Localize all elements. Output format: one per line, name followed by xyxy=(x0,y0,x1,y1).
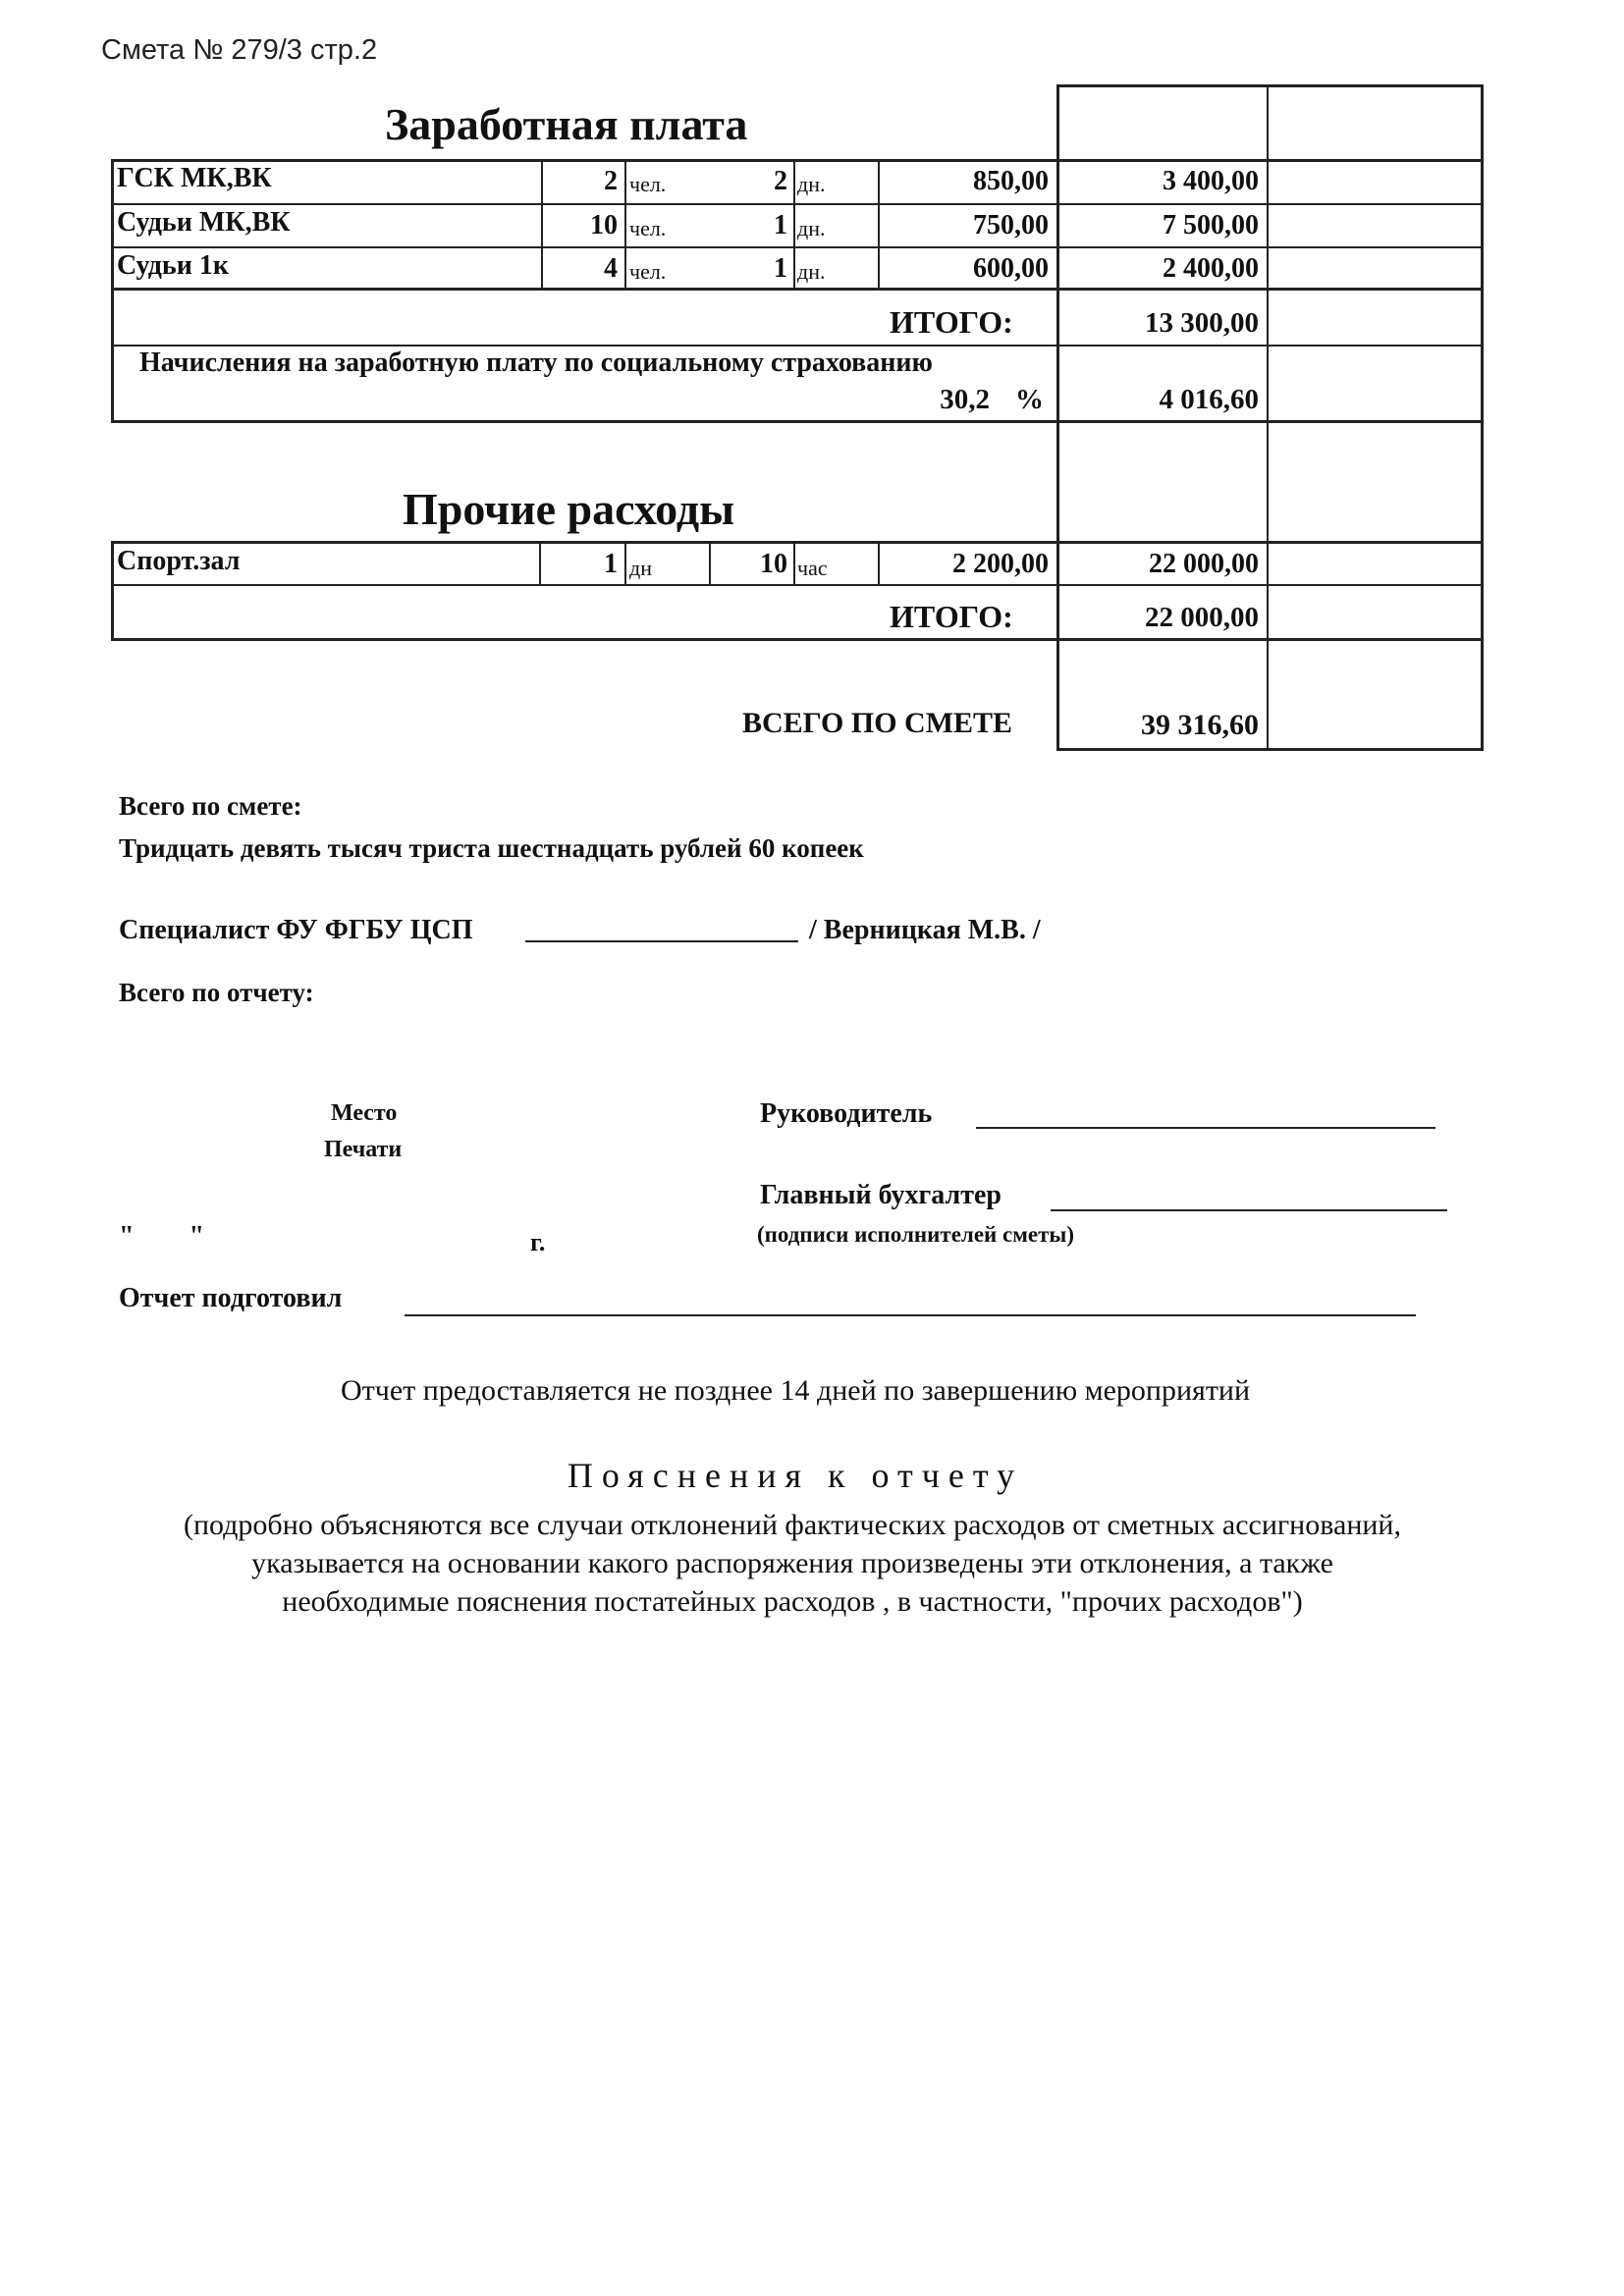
insurance-percent: % xyxy=(1015,384,1044,415)
insurance-value: 4 016,60 xyxy=(1159,384,1259,415)
insurance-rate: 30,2 xyxy=(940,384,990,415)
specialist-label: Специалист ФУ ФГБУ ЦСП xyxy=(119,915,473,945)
row-name: Судьи 1к xyxy=(117,250,229,281)
explanations-text-line3: необходимые пояснения постатейных расходов , в частности, "прочих расходов") xyxy=(282,1585,1303,1618)
row-hours: 10 xyxy=(760,549,787,579)
row-people: 4 xyxy=(604,253,618,284)
other-total-label: ИТОГО: xyxy=(890,599,1013,634)
row-rate: 850,00 xyxy=(973,166,1049,196)
row-qty-unit: дн xyxy=(629,556,652,580)
row-hours-unit: час xyxy=(797,556,828,580)
total-words-label: Всего по смете: xyxy=(119,791,302,821)
explanations-text-line2: указывается на основании какого распоряжения произведены эти отклонения, а также xyxy=(251,1547,1333,1579)
other-total-value: 22 000,00 xyxy=(1145,602,1259,633)
row-name: Спорт.зал xyxy=(117,546,241,576)
stamp-place-line1: Место xyxy=(331,1100,398,1126)
director-signature-line xyxy=(976,1127,1435,1129)
row-name: Судьи МК,ВК xyxy=(117,207,291,238)
salary-section-title: Заработная плата xyxy=(385,99,748,149)
row-sum: 7 500,00 xyxy=(1163,210,1259,240)
director-label: Руководитель xyxy=(760,1098,933,1129)
row-days-unit: дн. xyxy=(797,259,826,284)
date-year: г. xyxy=(530,1228,546,1256)
grand-total-value: 39 316,60 xyxy=(1141,709,1259,741)
prepared-by-signature-line xyxy=(405,1314,1416,1316)
grand-total-label: ВСЕГО ПО СМЕТЕ xyxy=(742,707,1013,739)
salary-total-label: ИТОГО: xyxy=(890,304,1013,340)
salary-total-value: 13 300,00 xyxy=(1145,307,1259,339)
signers-note: (подписи исполнителей сметы) xyxy=(757,1222,1075,1247)
row-sum: 22 000,00 xyxy=(1149,549,1259,579)
total-words-value: Тридцать девять тысяч триста шестнадцать рублей 60 копеек xyxy=(119,833,864,863)
row-days-unit: дн. xyxy=(797,216,826,240)
row-rate: 600,00 xyxy=(973,253,1049,284)
row-days: 1 xyxy=(774,210,787,240)
row-name: ГСК МК,ВК xyxy=(117,163,272,193)
accountant-label: Главный бухгалтер xyxy=(760,1180,1001,1210)
doc-reference: Смета № 279/3 стр.2 xyxy=(101,34,378,66)
stamp-place-line2: Печати xyxy=(324,1137,403,1162)
row-rate: 750,00 xyxy=(973,210,1049,240)
explanations-title: Пояснения к отчету xyxy=(567,1456,1024,1495)
specialist-signature-line xyxy=(525,940,798,942)
row-sum: 2 400,00 xyxy=(1163,253,1259,284)
row-people: 10 xyxy=(590,210,618,240)
row-days-unit: дн. xyxy=(797,172,826,196)
row-people-unit: чел. xyxy=(629,216,667,240)
row-sum: 3 400,00 xyxy=(1163,166,1259,196)
row-days: 1 xyxy=(774,253,787,284)
accountant-signature-line xyxy=(1051,1209,1447,1211)
insurance-label: Начисления на заработную плату по социальному страхованию xyxy=(139,347,933,378)
deadline-note: Отчет предоставляется не позднее 14 дней по завершению мероприятий xyxy=(340,1374,1251,1407)
specialist-name: / Верницкая М.В. / xyxy=(809,915,1041,945)
row-qty: 1 xyxy=(604,549,618,579)
row-people-unit: чел. xyxy=(629,259,667,284)
date-quotes: " " xyxy=(119,1221,205,1252)
report-total-label: Всего по отчету: xyxy=(119,978,314,1007)
prepared-by-label: Отчет подготовил xyxy=(119,1283,343,1313)
other-section-title: Прочие расходы xyxy=(403,484,735,534)
row-people: 2 xyxy=(604,166,618,196)
row-rate: 2 200,00 xyxy=(952,549,1049,579)
explanations-text-line1: (подробно объясняются все случаи отклонений фактических расходов от сметных ассигнований, xyxy=(183,1509,1401,1541)
row-people-unit: чел. xyxy=(629,172,667,196)
row-days: 2 xyxy=(774,166,787,196)
